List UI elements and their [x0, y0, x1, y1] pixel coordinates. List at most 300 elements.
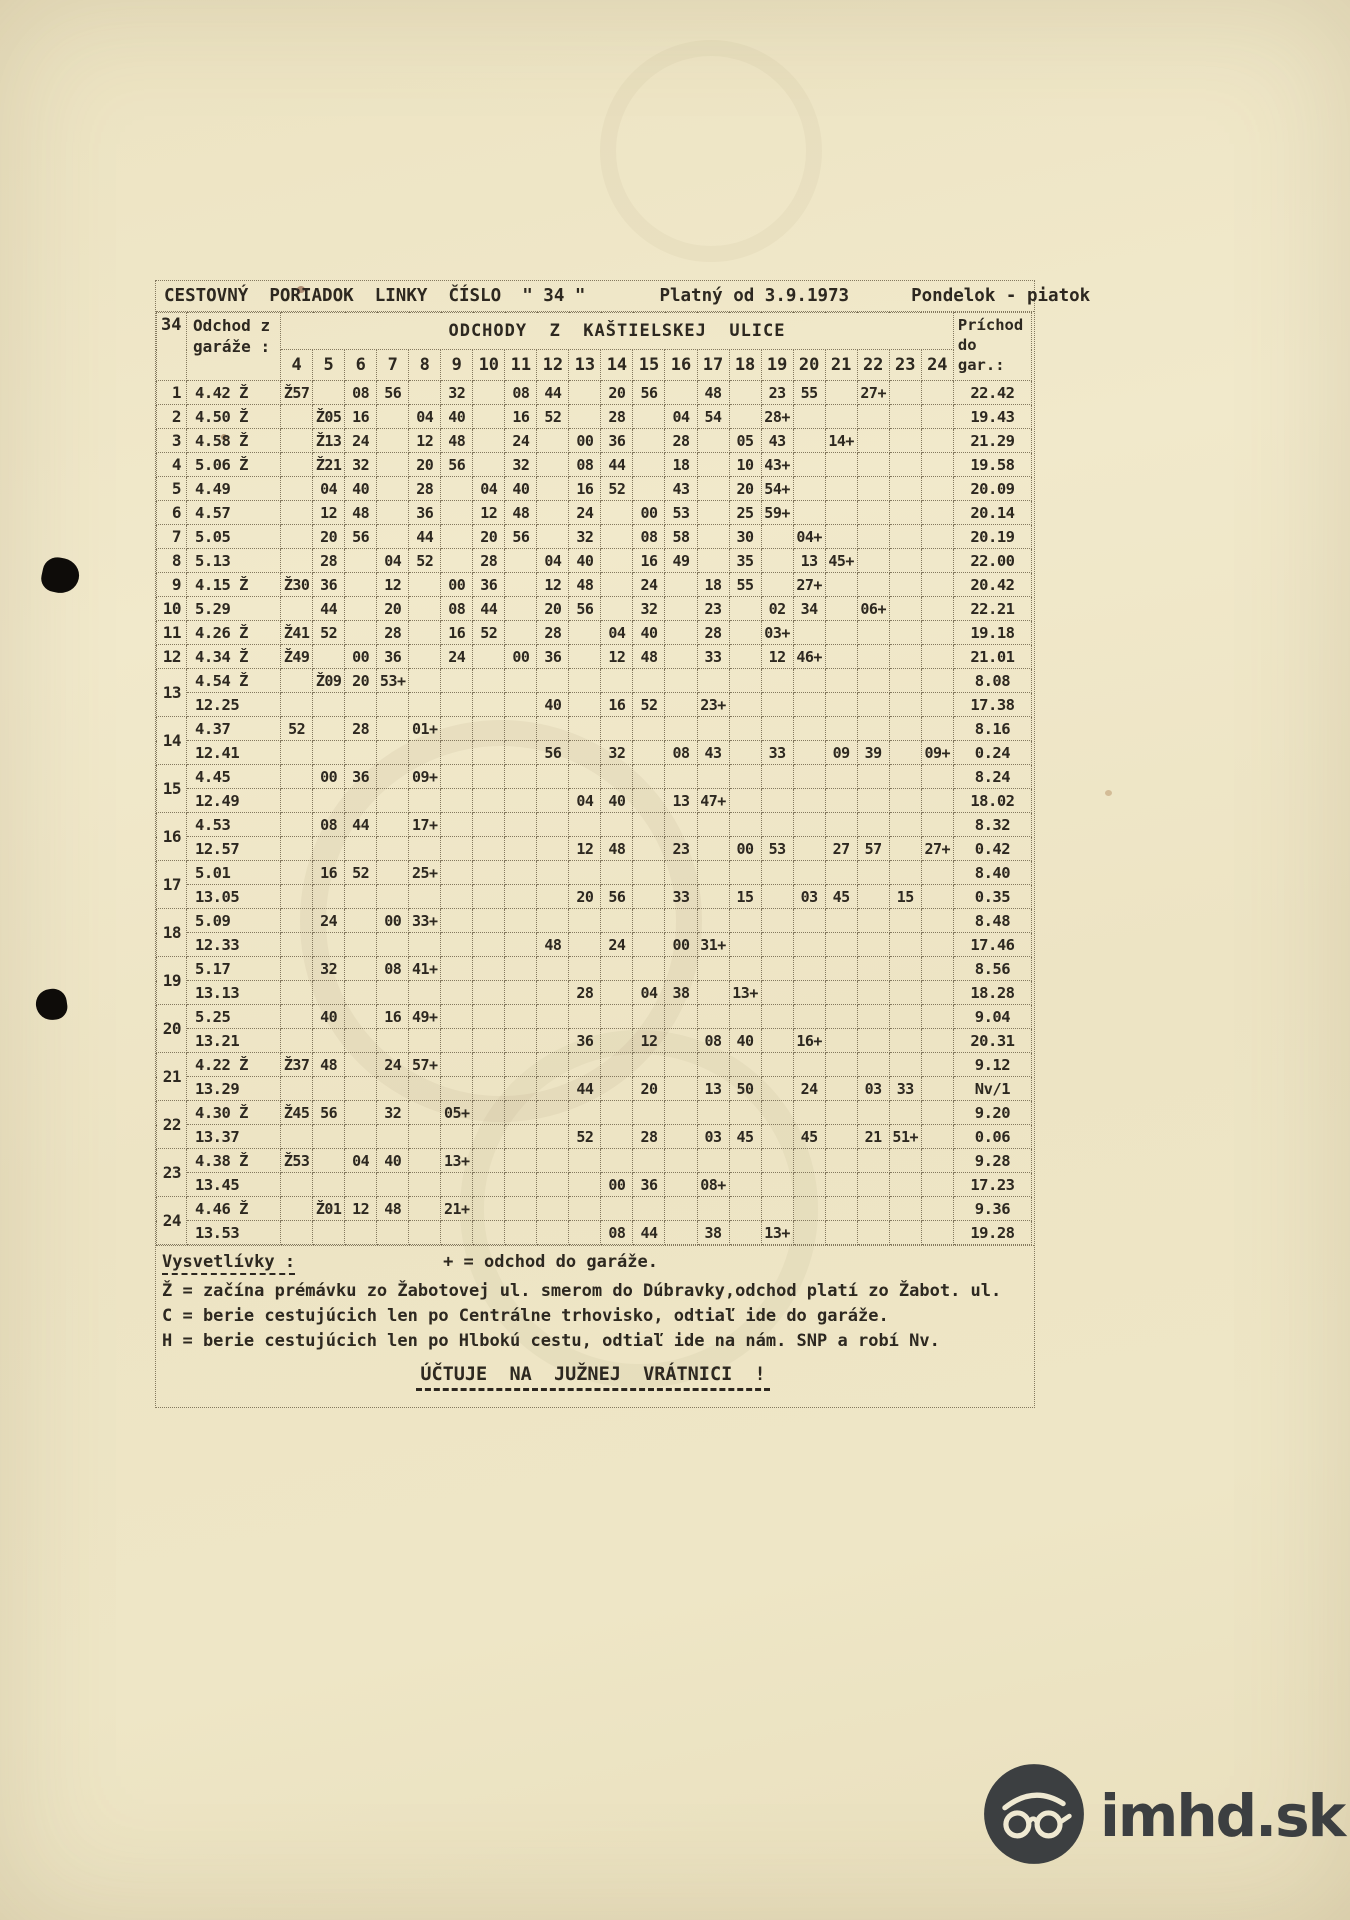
- departure-minutes-cell: [537, 717, 569, 741]
- timetable-title-row: [156, 281, 1091, 312]
- departure-minutes-cell: [345, 1221, 377, 1245]
- departure-minutes-cell: 08: [601, 1221, 633, 1245]
- row-number: 19: [157, 957, 187, 1005]
- departure-minutes-cell: 24: [505, 429, 537, 453]
- timetable-row: [157, 717, 1032, 741]
- departure-minutes-cell: 21+: [441, 1197, 473, 1221]
- departure-minutes-cell: [377, 813, 409, 837]
- departure-minutes-cell: 43: [665, 477, 697, 501]
- departure-minutes-cell: [697, 453, 729, 477]
- row-number: 9: [157, 573, 187, 597]
- departure-minutes-cell: [377, 741, 409, 765]
- departure-minutes-cell: [729, 381, 761, 405]
- departure-minutes-cell: 56: [569, 597, 601, 621]
- garage-arrival-time: 22.42: [953, 381, 1031, 405]
- departure-minutes-cell: [473, 1053, 505, 1077]
- departure-minutes-cell: [921, 1221, 953, 1245]
- departure-minutes-cell: 47+: [697, 789, 729, 813]
- departure-minutes-cell: [313, 1029, 345, 1053]
- departure-minutes-cell: 09: [825, 741, 857, 765]
- departure-minutes-cell: 45: [825, 885, 857, 909]
- departure-minutes-cell: [345, 693, 377, 717]
- departure-minutes-cell: [345, 1173, 377, 1197]
- departure-minutes-cell: [857, 1173, 889, 1197]
- departure-minutes-cell: [537, 477, 569, 501]
- departure-minutes-cell: [633, 1149, 665, 1173]
- departure-minutes-cell: [441, 981, 473, 1005]
- departure-minutes-cell: [633, 741, 665, 765]
- departure-minutes-cell: [537, 813, 569, 837]
- departure-minutes-cell: 04: [537, 549, 569, 573]
- departure-minutes-cell: [761, 789, 793, 813]
- departure-minutes-cell: [889, 477, 921, 501]
- departure-minutes-cell: [281, 837, 313, 861]
- timetable: [156, 312, 1032, 1245]
- departure-minutes-cell: [345, 1005, 377, 1029]
- departure-minutes-cell: 24: [313, 909, 345, 933]
- departure-minutes-cell: [569, 669, 601, 693]
- departure-minutes-cell: [409, 885, 441, 909]
- departure-minutes-cell: [409, 573, 441, 597]
- garage-departure-time: 5.13: [187, 549, 281, 573]
- timetable-body: [157, 381, 1032, 1245]
- hour-column-header: 4: [281, 350, 313, 381]
- hour-column-header: 8: [409, 350, 441, 381]
- departure-minutes-cell: [505, 813, 537, 837]
- departure-minutes-cell: [377, 861, 409, 885]
- departure-minutes-cell: 03+: [761, 621, 793, 645]
- departure-minutes-cell: 33: [761, 741, 793, 765]
- departure-minutes-cell: [793, 765, 825, 789]
- departure-minutes-cell: [537, 789, 569, 813]
- departure-minutes-cell: [889, 1053, 921, 1077]
- departure-minutes-cell: 20: [569, 885, 601, 909]
- departure-minutes-cell: [473, 981, 505, 1005]
- departure-minutes-cell: 52: [473, 621, 505, 645]
- departure-minutes-cell: 53: [665, 501, 697, 525]
- departure-minutes-cell: 03: [697, 1125, 729, 1149]
- departure-minutes-cell: [601, 1101, 633, 1125]
- departure-minutes-cell: [441, 813, 473, 837]
- garage-arrival-time: 20.42: [953, 573, 1031, 597]
- departure-minutes-cell: [921, 477, 953, 501]
- departure-minutes-cell: 51+: [889, 1125, 921, 1149]
- departure-minutes-cell: [313, 981, 345, 1005]
- departure-minutes-cell: [377, 477, 409, 501]
- departure-minutes-cell: [569, 741, 601, 765]
- departure-minutes-cell: [441, 1029, 473, 1053]
- departure-minutes-cell: Ž53: [281, 1149, 313, 1173]
- departure-minutes-cell: [473, 741, 505, 765]
- departure-minutes-cell: [569, 621, 601, 645]
- departure-minutes-cell: 44: [473, 597, 505, 621]
- garage-departure-time: 4.58 Ž: [187, 429, 281, 453]
- departure-minutes-cell: [569, 957, 601, 981]
- departure-minutes-cell: [441, 789, 473, 813]
- departure-minutes-cell: [281, 1077, 313, 1101]
- garage-header-line2: garáže :: [193, 337, 271, 356]
- timetable-row: [157, 957, 1032, 981]
- departure-minutes-cell: [825, 381, 857, 405]
- departure-minutes-cell: [825, 981, 857, 1005]
- departure-minutes-cell: 00: [665, 933, 697, 957]
- departure-minutes-cell: [281, 525, 313, 549]
- departure-minutes-cell: [825, 525, 857, 549]
- departure-minutes-cell: 48: [313, 1053, 345, 1077]
- departure-minutes-cell: [377, 693, 409, 717]
- departure-minutes-cell: [697, 981, 729, 1005]
- departure-minutes-cell: 53+: [377, 669, 409, 693]
- departure-minutes-cell: 09+: [921, 741, 953, 765]
- hour-column-header: 6: [345, 350, 377, 381]
- departure-minutes-cell: 15: [729, 885, 761, 909]
- departure-minutes-cell: 28: [569, 981, 601, 1005]
- departure-minutes-cell: [473, 837, 505, 861]
- departure-minutes-cell: [793, 1053, 825, 1077]
- departure-minutes-cell: [505, 861, 537, 885]
- timetable-row: [157, 405, 1032, 429]
- hour-column-header: 9: [441, 350, 473, 381]
- departure-minutes-cell: [793, 405, 825, 429]
- departure-minutes-cell: [569, 693, 601, 717]
- departure-minutes-cell: [825, 501, 857, 525]
- departure-minutes-cell: [825, 1101, 857, 1125]
- departure-minutes-cell: [377, 765, 409, 789]
- departure-minutes-cell: [281, 1197, 313, 1221]
- hole-punch-bottom: [34, 987, 69, 1022]
- departure-minutes-cell: 16: [441, 621, 473, 645]
- garage-departure-time: 13.53: [187, 1221, 281, 1245]
- departure-minutes-cell: [281, 669, 313, 693]
- departure-minutes-cell: [921, 933, 953, 957]
- garage-arrival-time: 17.46: [953, 933, 1031, 957]
- garage-departure-time: 13.29: [187, 1077, 281, 1101]
- departure-minutes-cell: [921, 885, 953, 909]
- departure-minutes-cell: [377, 1077, 409, 1101]
- departure-minutes-cell: [441, 741, 473, 765]
- departure-minutes-cell: 01+: [409, 717, 441, 741]
- header-row-top: [157, 313, 1032, 350]
- garage-departure-time: 4.50 Ž: [187, 405, 281, 429]
- departure-minutes-cell: [793, 621, 825, 645]
- departure-minutes-cell: [857, 645, 889, 669]
- departure-minutes-cell: [473, 861, 505, 885]
- row-number: 12: [157, 645, 187, 669]
- departure-minutes-cell: [729, 765, 761, 789]
- line-number: 34: [157, 313, 187, 381]
- row-number: 15: [157, 765, 187, 813]
- departure-minutes-cell: [537, 453, 569, 477]
- departure-minutes-cell: 57+: [409, 1053, 441, 1077]
- departure-minutes-cell: 56: [537, 741, 569, 765]
- garage-arrival-time: 22.00: [953, 549, 1031, 573]
- departure-minutes-cell: [473, 669, 505, 693]
- timetable-row: [157, 1197, 1032, 1221]
- departure-minutes-cell: [473, 1197, 505, 1221]
- departure-minutes-cell: 58: [665, 525, 697, 549]
- departure-minutes-cell: [569, 381, 601, 405]
- departure-minutes-cell: [441, 837, 473, 861]
- departure-minutes-cell: 10: [729, 453, 761, 477]
- departure-minutes-cell: [921, 453, 953, 477]
- garage-arrival-time: 0.35: [953, 885, 1031, 909]
- departure-minutes-cell: [633, 885, 665, 909]
- departure-minutes-cell: 52: [409, 549, 441, 573]
- departure-minutes-cell: [633, 789, 665, 813]
- departure-minutes-cell: [313, 645, 345, 669]
- departure-minutes-cell: [601, 981, 633, 1005]
- departure-minutes-cell: [505, 1029, 537, 1053]
- departure-minutes-cell: 48: [345, 501, 377, 525]
- garage-arrival-time: 8.08: [953, 669, 1031, 693]
- departure-minutes-cell: 08: [505, 381, 537, 405]
- departure-minutes-cell: Ž05: [313, 405, 345, 429]
- timetable-row: [157, 1077, 1032, 1101]
- departure-minutes-cell: [697, 765, 729, 789]
- departure-minutes-cell: [665, 813, 697, 837]
- departure-minutes-cell: [473, 1029, 505, 1053]
- garage-arrival-time: 21.01: [953, 645, 1031, 669]
- timetable-row: [157, 765, 1032, 789]
- departure-minutes-cell: 40: [505, 477, 537, 501]
- departure-minutes-cell: [761, 717, 793, 741]
- departure-minutes-cell: 13+: [729, 981, 761, 1005]
- departure-minutes-cell: [505, 1053, 537, 1077]
- departure-minutes-cell: [857, 789, 889, 813]
- legend-h-definition: H = berie cestujúcich len po Hlbokú cestu, odtiaľ ide na nám. SNP a robí Nv.: [162, 1331, 940, 1351]
- departure-minutes-cell: 05: [729, 429, 761, 453]
- departure-minutes-cell: [825, 1149, 857, 1173]
- departure-minutes-cell: [537, 1005, 569, 1029]
- departure-minutes-cell: [921, 381, 953, 405]
- departure-minutes-cell: [441, 549, 473, 573]
- departure-minutes-cell: [761, 1149, 793, 1173]
- departure-minutes-cell: [281, 549, 313, 573]
- departure-minutes-cell: 00: [601, 1173, 633, 1197]
- departure-minutes-cell: 55: [793, 381, 825, 405]
- departure-minutes-cell: [569, 1221, 601, 1245]
- legend-c-definition: C = berie cestujúcich len po Centrálne trhovisko, odtiaľ ide do garáže.: [162, 1306, 889, 1326]
- departure-minutes-cell: [825, 1221, 857, 1245]
- departure-minutes-cell: [921, 597, 953, 621]
- departure-minutes-cell: 46+: [793, 645, 825, 669]
- departure-minutes-cell: [377, 933, 409, 957]
- departure-minutes-cell: 13: [697, 1077, 729, 1101]
- departure-minutes-cell: [601, 501, 633, 525]
- garage-arrival-time: 19.28: [953, 1221, 1031, 1245]
- departure-minutes-cell: [473, 813, 505, 837]
- hour-column-header: 14: [601, 350, 633, 381]
- departure-minutes-cell: [633, 453, 665, 477]
- departure-minutes-cell: [537, 765, 569, 789]
- departure-minutes-cell: [697, 1005, 729, 1029]
- departure-minutes-cell: [857, 813, 889, 837]
- timetable-row: [157, 1173, 1032, 1197]
- garage-arrival-time: 18.02: [953, 789, 1031, 813]
- timetable-row: [157, 1029, 1032, 1053]
- departure-minutes-cell: [281, 885, 313, 909]
- departure-minutes-cell: [793, 717, 825, 741]
- departure-minutes-cell: [345, 741, 377, 765]
- departure-minutes-cell: [729, 621, 761, 645]
- departure-minutes-cell: [793, 453, 825, 477]
- departure-minutes-cell: Ž01: [313, 1197, 345, 1221]
- departure-minutes-cell: [633, 861, 665, 885]
- departure-minutes-cell: [857, 477, 889, 501]
- departure-minutes-cell: 32: [441, 381, 473, 405]
- departure-minutes-cell: 27+: [793, 573, 825, 597]
- departure-minutes-cell: 36: [633, 1173, 665, 1197]
- departure-minutes-cell: [921, 1053, 953, 1077]
- departure-minutes-cell: 04: [601, 621, 633, 645]
- departure-minutes-cell: [857, 909, 889, 933]
- departure-minutes-cell: [857, 1197, 889, 1221]
- departure-minutes-cell: 27+: [857, 381, 889, 405]
- timetable-row: [157, 909, 1032, 933]
- departure-minutes-cell: 24: [793, 1077, 825, 1101]
- departure-minutes-cell: 32: [633, 597, 665, 621]
- departure-minutes-cell: 20: [345, 669, 377, 693]
- departure-minutes-cell: 12: [761, 645, 793, 669]
- departure-minutes-cell: [569, 405, 601, 429]
- page-title: CESTOVNÝ PORIADOK LINKY ČÍSLO " 34 ": [164, 286, 586, 306]
- departure-minutes-cell: [409, 645, 441, 669]
- departure-minutes-cell: [313, 1077, 345, 1101]
- departure-minutes-cell: [793, 837, 825, 861]
- garage-departure-time: 4.54 Ž: [187, 669, 281, 693]
- departure-minutes-cell: 54+: [761, 477, 793, 501]
- departure-minutes-cell: [857, 1149, 889, 1173]
- garage-departure-time: 4.26 Ž: [187, 621, 281, 645]
- timetable-row: [157, 813, 1032, 837]
- departure-minutes-cell: 40: [569, 549, 601, 573]
- departure-minutes-cell: 28: [697, 621, 729, 645]
- departure-minutes-cell: 56: [601, 885, 633, 909]
- departure-minutes-cell: 00: [441, 573, 473, 597]
- departure-minutes-cell: Ž41: [281, 621, 313, 645]
- departure-minutes-cell: [793, 789, 825, 813]
- departure-minutes-cell: 12: [409, 429, 441, 453]
- departure-minutes-cell: [473, 405, 505, 429]
- garage-departure-time: 5.29: [187, 597, 281, 621]
- departure-minutes-cell: 56: [345, 525, 377, 549]
- departure-minutes-cell: [697, 477, 729, 501]
- departure-minutes-cell: [473, 885, 505, 909]
- departure-minutes-cell: [729, 861, 761, 885]
- garage-arrival-time: 17.38: [953, 693, 1031, 717]
- garage-arrival-time: 20.31: [953, 1029, 1031, 1053]
- departure-minutes-cell: 27: [825, 837, 857, 861]
- departure-minutes-cell: [921, 1029, 953, 1053]
- timetable-row: [157, 453, 1032, 477]
- departure-minutes-cell: 28: [377, 621, 409, 645]
- departure-minutes-cell: [793, 477, 825, 501]
- departure-minutes-cell: [601, 765, 633, 789]
- departure-minutes-cell: [825, 765, 857, 789]
- departure-minutes-cell: [473, 693, 505, 717]
- departure-minutes-cell: [377, 981, 409, 1005]
- garage-departure-time: 5.05: [187, 525, 281, 549]
- departure-minutes-cell: [921, 573, 953, 597]
- departure-minutes-cell: [345, 621, 377, 645]
- departure-minutes-cell: [889, 717, 921, 741]
- garage-arrival-time: 19.58: [953, 453, 1031, 477]
- departure-minutes-cell: 20: [601, 381, 633, 405]
- departure-minutes-cell: [825, 1077, 857, 1101]
- departure-minutes-cell: [793, 1101, 825, 1125]
- departure-minutes-cell: [793, 933, 825, 957]
- departure-minutes-cell: [889, 453, 921, 477]
- departure-minutes-cell: 48: [633, 645, 665, 669]
- hour-column-header: 21: [825, 350, 857, 381]
- departure-minutes-cell: [665, 621, 697, 645]
- departure-minutes-cell: [537, 1077, 569, 1101]
- departure-minutes-cell: 09+: [409, 765, 441, 789]
- departure-minutes-cell: [921, 957, 953, 981]
- hour-column-header: 18: [729, 350, 761, 381]
- timetable-row: [157, 1221, 1032, 1245]
- garage-departure-time: 4.53: [187, 813, 281, 837]
- departure-minutes-cell: 56: [377, 381, 409, 405]
- departure-minutes-cell: [825, 813, 857, 837]
- departure-minutes-cell: [377, 405, 409, 429]
- departure-minutes-cell: [505, 981, 537, 1005]
- departure-minutes-cell: 00: [505, 645, 537, 669]
- departure-minutes-cell: [665, 573, 697, 597]
- departure-minutes-cell: 36: [345, 765, 377, 789]
- departure-minutes-cell: [345, 1029, 377, 1053]
- departure-minutes-cell: 36: [377, 645, 409, 669]
- departure-minutes-cell: [697, 525, 729, 549]
- departure-minutes-cell: [857, 1101, 889, 1125]
- departure-minutes-cell: [921, 765, 953, 789]
- departure-minutes-cell: [345, 1053, 377, 1077]
- garage-arrival-time: 22.21: [953, 597, 1031, 621]
- departure-minutes-cell: [921, 909, 953, 933]
- garage-departure-time: 12.49: [187, 789, 281, 813]
- departure-minutes-cell: 40: [633, 621, 665, 645]
- departure-minutes-cell: [409, 837, 441, 861]
- departure-minutes-cell: [857, 693, 889, 717]
- departure-minutes-cell: [441, 957, 473, 981]
- departure-minutes-cell: [281, 957, 313, 981]
- departure-minutes-cell: Ž09: [313, 669, 345, 693]
- departure-minutes-cell: [505, 549, 537, 573]
- departure-minutes-cell: Ž30: [281, 573, 313, 597]
- departure-minutes-cell: 56: [505, 525, 537, 549]
- departure-minutes-cell: 00: [313, 765, 345, 789]
- departure-minutes-cell: [505, 909, 537, 933]
- departure-minutes-cell: 40: [729, 1029, 761, 1053]
- departure-minutes-cell: [377, 1125, 409, 1149]
- garage-arrival-time: 19.18: [953, 621, 1031, 645]
- departure-minutes-cell: [825, 1005, 857, 1029]
- departure-minutes-cell: [793, 501, 825, 525]
- timetable-row: [157, 501, 1032, 525]
- departure-minutes-cell: 24: [569, 501, 601, 525]
- row-number: 3: [157, 429, 187, 453]
- departure-minutes-cell: 28: [473, 549, 505, 573]
- row-number: 2: [157, 405, 187, 429]
- departure-minutes-cell: 04: [633, 981, 665, 1005]
- timetable-row: [157, 573, 1032, 597]
- departure-minutes-cell: 32: [345, 453, 377, 477]
- departure-minutes-cell: [281, 765, 313, 789]
- departure-minutes-cell: [313, 837, 345, 861]
- departure-minutes-cell: [377, 1029, 409, 1053]
- departure-minutes-cell: 15: [889, 885, 921, 909]
- departure-minutes-cell: [825, 621, 857, 645]
